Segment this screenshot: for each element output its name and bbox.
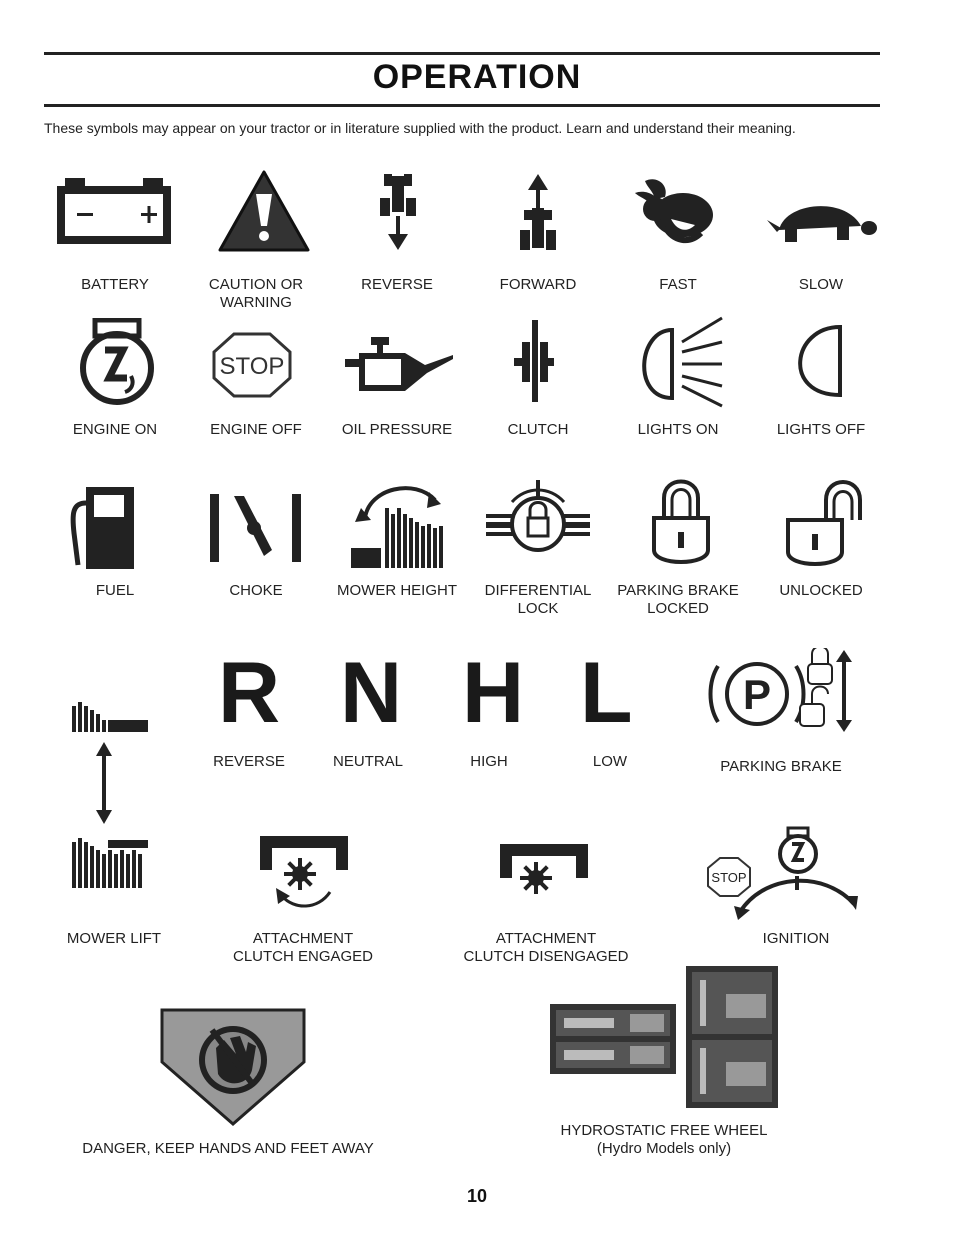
- label-gear-low: LOW: [592, 753, 628, 770]
- differential-lock-icon: [486, 478, 590, 564]
- label-danger: DANGER, KEEP HANDS AND FEET AWAY: [82, 1140, 374, 1157]
- label-lights-off: LIGHTS OFF: [776, 421, 866, 438]
- park-letter: P: [742, 671, 772, 718]
- hydro-freewheel-icon: [550, 966, 778, 1108]
- label-mower-height: MOWER HEIGHT: [337, 582, 457, 599]
- gear-letter-h: H: [462, 645, 525, 741]
- reverse-tractor-icon: [380, 172, 416, 252]
- label-gear-reverse: REVERSE: [213, 753, 285, 770]
- label-choke: CHOKE: [229, 582, 283, 599]
- stop-sign-icon: [212, 332, 292, 398]
- intro-text: These symbols may appear on your tractor or in literature supplied with the product. Learn and understand their meaning.: [44, 120, 796, 136]
- label-parking-brake: PARKING BRAKE: [720, 758, 842, 775]
- padlock-unlocked-icon: [786, 480, 862, 570]
- ignition-icon: [704, 824, 860, 920]
- label-lights-on: LIGHTS ON: [637, 421, 719, 438]
- parking-brake-icon: [708, 648, 858, 734]
- clutch-disengaged-icon: [496, 838, 592, 898]
- gear-letter-n: N: [340, 645, 403, 741]
- label-clutch: CLUTCH: [507, 421, 569, 438]
- label-unlocked: UNLOCKED: [779, 582, 863, 599]
- battery-icon: [55, 178, 173, 246]
- label-forward: FORWARD: [499, 276, 577, 293]
- engine-on-icon: [75, 318, 159, 406]
- label-clutch-engaged: ATTACHMENT CLUTCH ENGAGED: [232, 930, 374, 965]
- padlock-locked-icon: [652, 478, 710, 568]
- label-engine-off: ENGINE OFF: [210, 421, 302, 438]
- mower-height-icon: [345, 478, 449, 572]
- label-differential-lock: DIFFERENTIAL LOCK: [484, 582, 592, 617]
- label-parking-brake-locked: PARKING BRAKE LOCKED: [617, 582, 739, 617]
- rabbit-icon: [625, 175, 720, 250]
- label-mower-lift: MOWER LIFT: [66, 930, 162, 947]
- label-gear-neutral: NEUTRAL: [332, 753, 404, 770]
- oil-can-icon: [345, 335, 455, 395]
- page-number: 10: [466, 1186, 488, 1206]
- top-rule: [44, 52, 880, 55]
- label-fuel: FUEL: [95, 582, 135, 599]
- label-reverse-tractor: REVERSE: [361, 276, 433, 293]
- label-hydro: HYDROSTATIC FREE WHEEL (Hydro Models only): [560, 1122, 768, 1157]
- label-gear-high: HIGH: [470, 753, 508, 770]
- label-ignition: IGNITION: [762, 930, 830, 947]
- mower-lift-icon: [72, 700, 152, 890]
- bottom-rule: [44, 104, 880, 107]
- caution-icon: [218, 170, 310, 254]
- danger-hand-icon: [160, 1008, 306, 1126]
- label-clutch-disengaged: ATTACHMENT CLUTCH DISENGAGED: [463, 930, 629, 965]
- gear-letter-r: R: [218, 645, 281, 741]
- lights-off-icon: [788, 325, 844, 397]
- fuel-pump-icon: [70, 485, 136, 571]
- label-battery: BATTERY: [81, 276, 149, 293]
- lights-on-icon: [628, 312, 728, 408]
- forward-tractor-icon: [520, 172, 556, 252]
- label-fast: FAST: [659, 276, 697, 293]
- gear-letter-l: L: [580, 645, 633, 741]
- label-slow: SLOW: [798, 276, 844, 293]
- stop-text: STOP: [219, 353, 285, 380]
- clutch-engaged-icon: [256, 830, 352, 914]
- clutch-icon: [514, 320, 554, 402]
- choke-icon: [208, 492, 304, 564]
- label-oil-pressure: OIL PRESSURE: [341, 421, 453, 438]
- ignition-stop-text: STOP: [711, 870, 747, 885]
- label-caution: CAUTION OR WARNING: [208, 276, 304, 311]
- label-engine-on: ENGINE ON: [72, 421, 158, 438]
- turtle-icon: [765, 192, 877, 250]
- page-title: OPERATION: [372, 58, 582, 96]
